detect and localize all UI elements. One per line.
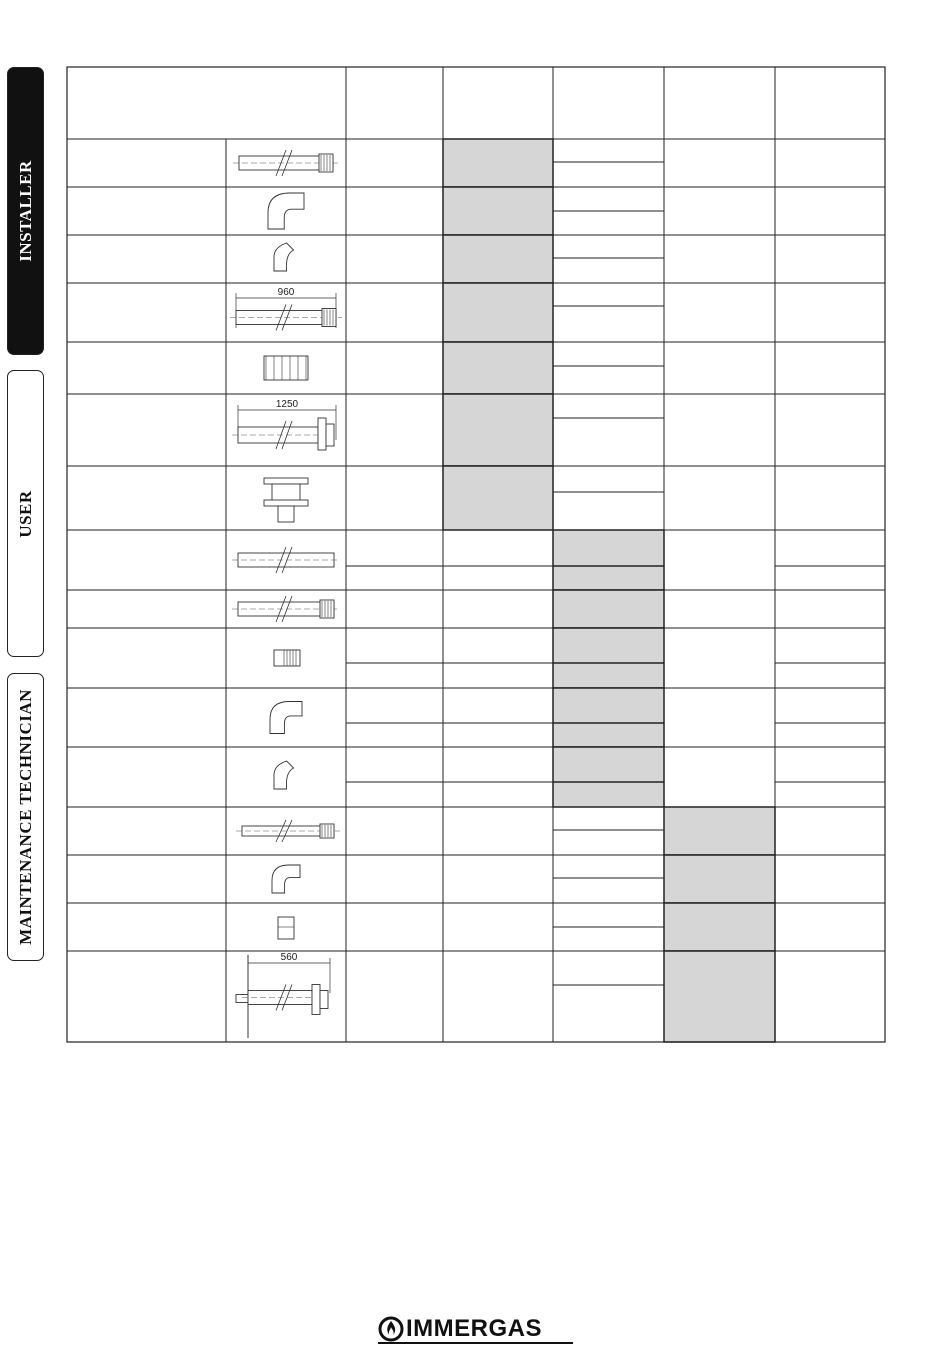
header-cell-1 (67, 67, 346, 139)
dimension-label: 1250 (275, 399, 299, 410)
dimension-label: 560 (280, 952, 298, 963)
vertical-roof-terminal-icon (264, 478, 308, 522)
shaded-cell (553, 530, 664, 590)
table-row (67, 951, 885, 1042)
shaded-cell (443, 394, 553, 466)
shaded-cell (443, 283, 553, 342)
shaded-cell (443, 342, 553, 394)
straight-concentric-pipe-icon (233, 150, 339, 176)
table-row (67, 466, 885, 530)
shaded-cell (664, 951, 775, 1042)
table-row (67, 139, 885, 187)
table-row (67, 747, 885, 807)
table-row (67, 903, 885, 951)
shaded-cell (553, 628, 664, 688)
table-row (67, 530, 885, 590)
straight-pipe-small-icon (236, 820, 340, 842)
shaded-cell (553, 688, 664, 747)
concentric-extension-icon (264, 356, 308, 380)
header-cell-2 (346, 67, 443, 139)
table-row (67, 807, 885, 855)
short-extension-icon (274, 650, 300, 666)
shaded-cell (443, 235, 553, 283)
table-row (67, 235, 885, 283)
horizontal-terminal-560-icon (236, 952, 330, 1038)
table-row (67, 187, 885, 235)
logo-underline (378, 1342, 573, 1344)
logo-text: IMMERGAS (406, 1315, 542, 1342)
shaded-cell (443, 139, 553, 187)
header-cell-4 (553, 67, 664, 139)
table-row (67, 628, 885, 688)
dimension-label: 960 (277, 287, 295, 298)
tab-installer-label: INSTALLER (15, 160, 35, 262)
table-header (67, 67, 885, 139)
straight-pipe-icon (232, 547, 340, 573)
horizontal-terminal-960-icon (230, 287, 342, 331)
concentric-90-bend-icon (268, 193, 304, 229)
tab-maintenance-label: MAINTENANCE TECHNICIAN (15, 689, 35, 945)
table-row (67, 394, 885, 466)
horizontal-terminal-1250-icon (232, 399, 336, 450)
table-row (67, 855, 885, 903)
shaded-cell (443, 187, 553, 235)
shaded-cell (664, 903, 775, 951)
shaded-cell (664, 855, 775, 903)
tab-user-label: USER (15, 489, 35, 538)
90-bend-small-icon (272, 865, 300, 893)
adapter-icon (278, 917, 294, 939)
shaded-cell (664, 807, 775, 855)
header-cell-6 (775, 67, 885, 139)
immergas-logo (378, 1312, 542, 1346)
45-bend-icon (274, 761, 294, 789)
90-bend-icon (270, 702, 302, 734)
table-body (67, 67, 885, 1042)
table-row (67, 590, 885, 628)
straight-pipe-with-socket-icon (232, 596, 340, 622)
concentric-45-bend-icon (274, 243, 294, 271)
shaded-cell (553, 747, 664, 807)
shaded-cell (553, 590, 664, 628)
shaded-cell (443, 466, 553, 530)
header-cell-3 (443, 67, 553, 139)
table-row (67, 283, 885, 342)
table-row (67, 342, 885, 394)
header-cell-5 (664, 67, 775, 139)
flame-icon (378, 1316, 404, 1342)
table-row (67, 688, 885, 747)
